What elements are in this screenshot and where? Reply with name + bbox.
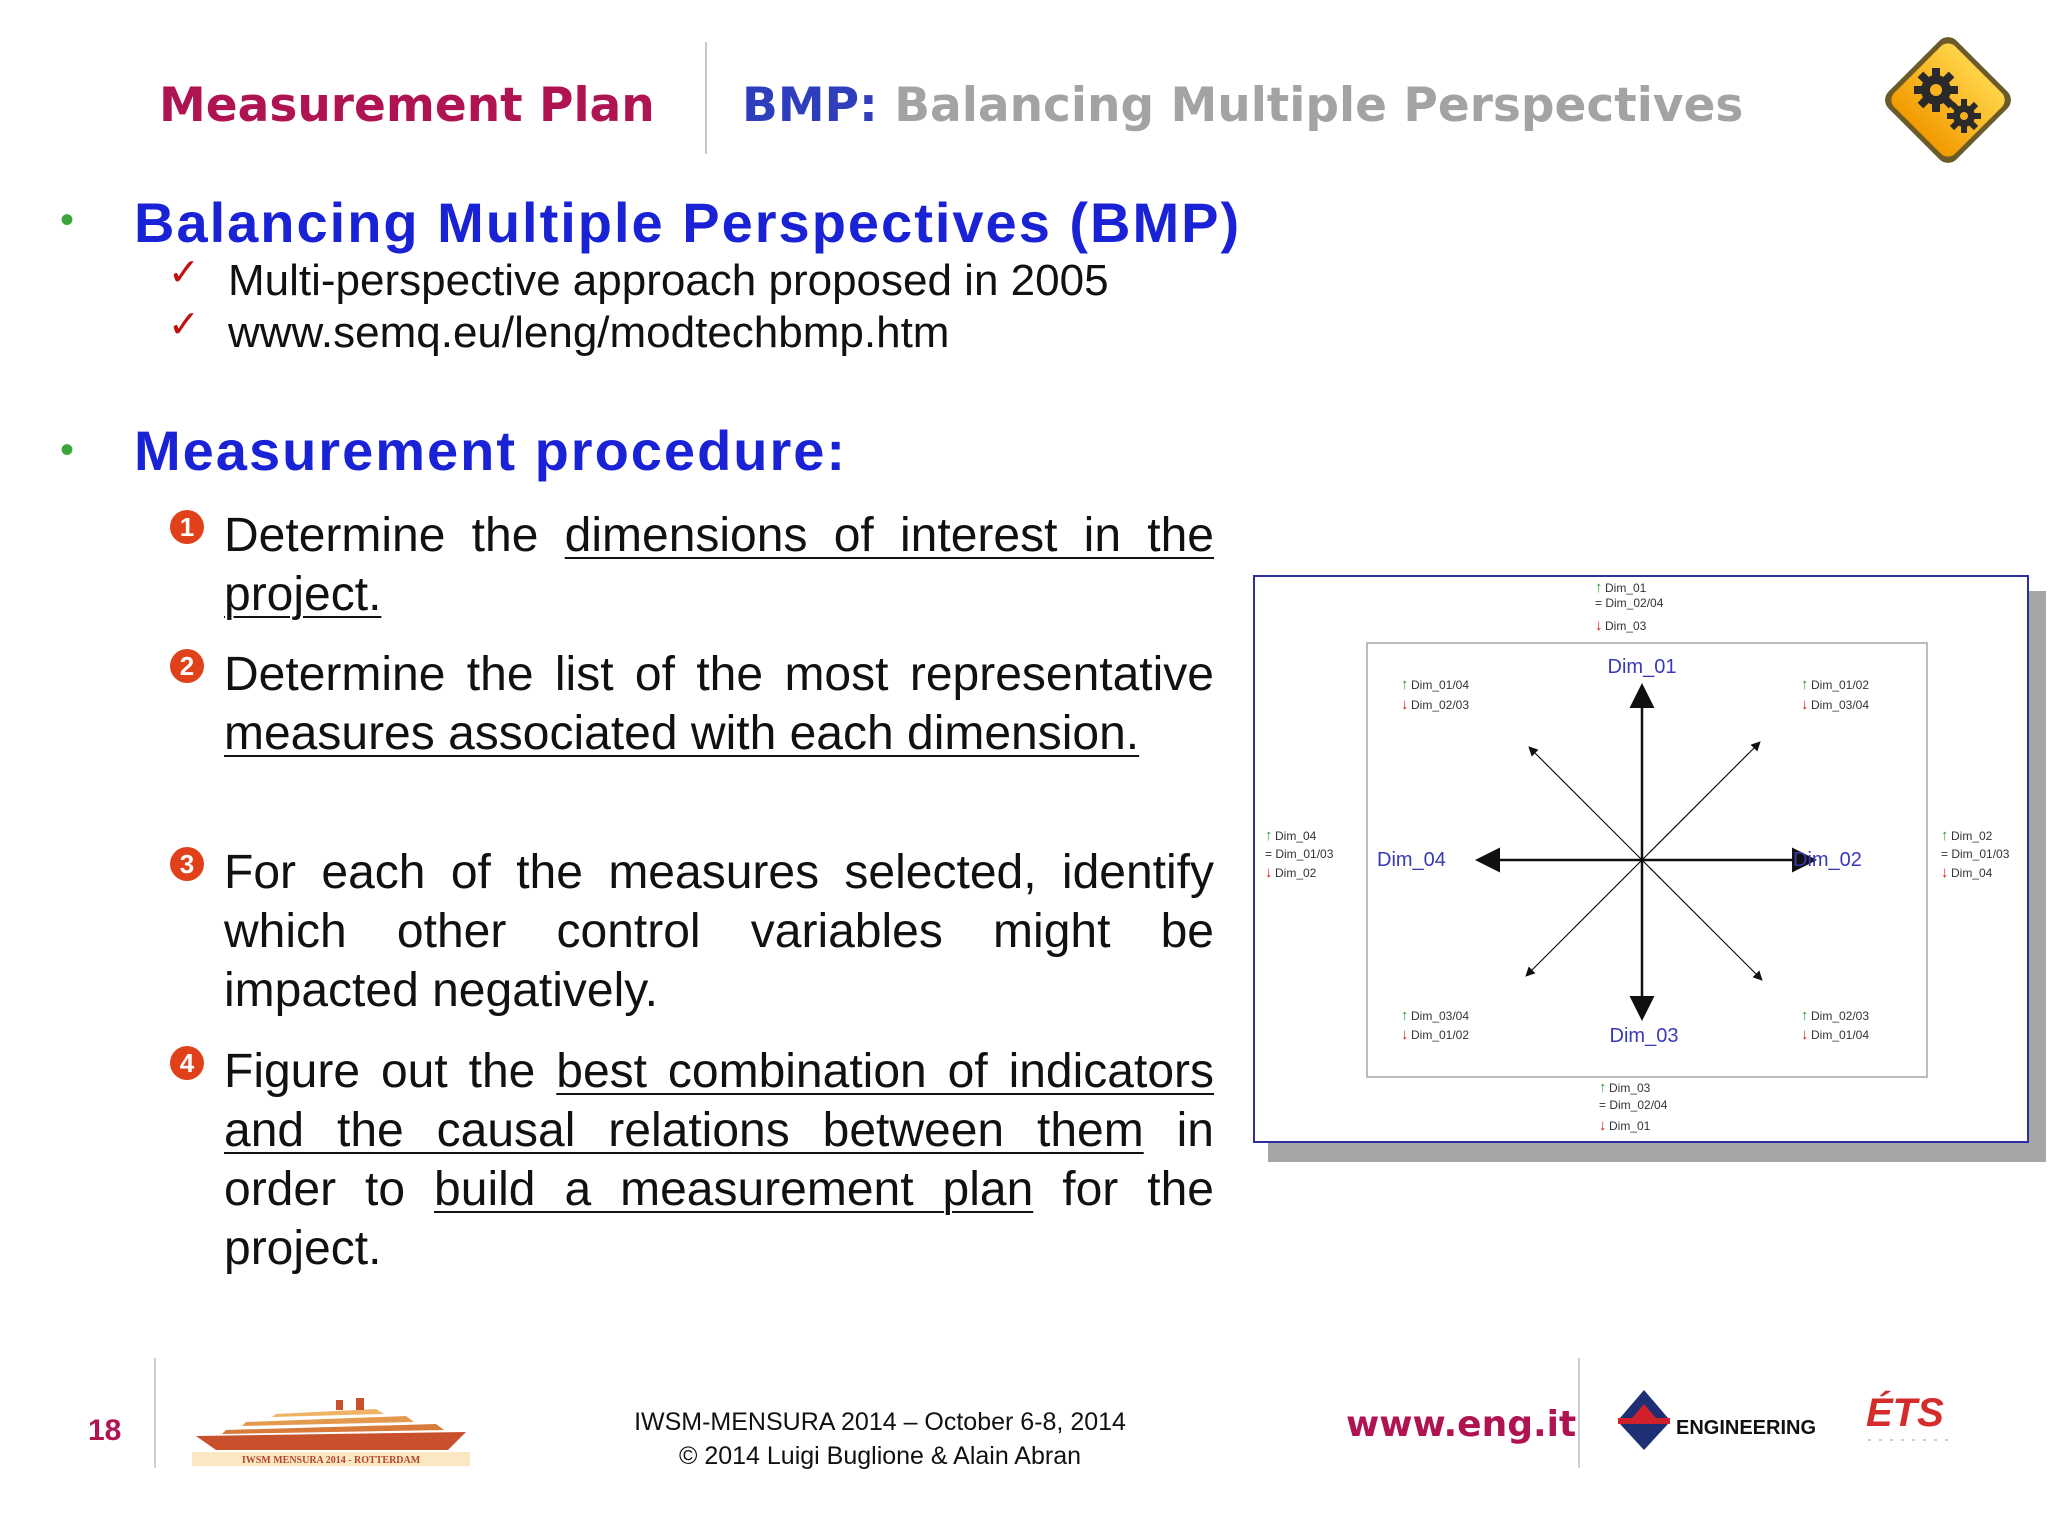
- svg-text:Dim_02: Dim_02: [1275, 866, 1317, 880]
- right-note: [1941, 827, 2010, 881]
- ets-logo: [1862, 1388, 1962, 1448]
- svg-text:Dim_01: Dim_01: [1605, 581, 1647, 595]
- footer-divider: [154, 1358, 156, 1468]
- slide-title-acronym: BMP: [742, 78, 860, 133]
- down-arrow-icon: ↓: [1801, 696, 1809, 713]
- up-arrow-icon: ↑: [1265, 827, 1273, 844]
- bottom-note: [1599, 1079, 1668, 1134]
- slide-title-text: Balancing Multiple Perspectives: [877, 78, 1744, 133]
- svg-text:= Dim_02/04: = Dim_02/04: [1599, 1098, 1668, 1112]
- svg-text:Dim_01: Dim_01: [1609, 1119, 1651, 1133]
- down-arrow-icon: ↓: [1941, 864, 1949, 881]
- step-text: Determine the list of the most representative measures associated with each dimension.: [224, 648, 1214, 760]
- up-arrow-icon: ↑: [1941, 827, 1949, 844]
- checkmark-icon: ✓: [168, 252, 200, 294]
- svg-text:= Dim_02/04: = Dim_02/04: [1595, 596, 1664, 610]
- svg-text:Dim_04: Dim_04: [1951, 866, 1993, 880]
- svg-text:Dim_02: Dim_02: [1951, 829, 1993, 843]
- slide-title: [742, 78, 1743, 133]
- bmp-item-url: www.semq.eu/leng/modtechbmp.htm: [228, 308, 950, 357]
- page-number: 18: [88, 1414, 122, 1447]
- axis-label-right: Dim_02: [1793, 849, 1862, 871]
- conference-line: IWSM-MENSURA 2014 – October 6-8, 2014: [634, 1408, 1126, 1436]
- down-arrow-icon: ↓: [1599, 1117, 1607, 1134]
- axis-label-bottom: Dim_03: [1609, 1025, 1679, 1047]
- footer-divider: [1578, 1358, 1580, 1468]
- down-arrow-icon: ↓: [1401, 696, 1409, 713]
- bmp-diagram: [1253, 575, 2029, 1143]
- svg-text:Dim_01/04: Dim_01/04: [1811, 1028, 1870, 1042]
- svg-text:= Dim_01/03: = Dim_01/03: [1941, 847, 2010, 861]
- svg-text:Dim_03: Dim_03: [1605, 619, 1647, 633]
- svg-text:Dim_03/04: Dim_03/04: [1411, 1009, 1470, 1023]
- step-text: Figure out the best combination of indicators and the causal relations between them in order to build a measurement plan for the project.: [224, 1045, 1215, 1275]
- up-arrow-icon: ↑: [1801, 1007, 1809, 1024]
- svg-text:Dim_01/02: Dim_01/02: [1811, 678, 1870, 692]
- step-text: For each of the measures selected, identify which other control variables might be impacted negatively.: [224, 846, 1214, 1017]
- svg-text:Dim_03: Dim_03: [1609, 1081, 1651, 1095]
- section-heading-procedure: Measurement procedure:: [134, 419, 848, 482]
- ship-logo: [186, 1384, 476, 1468]
- ship-logo-caption: IWSM MENSURA 2014 - ROTTERDAM: [241, 1455, 421, 1466]
- step-number-badge: 4: [170, 1046, 204, 1080]
- svg-text:Dim_02/03: Dim_02/03: [1811, 1009, 1870, 1023]
- down-arrow-icon: ↓: [1265, 864, 1273, 881]
- bullet-marker: •: [60, 428, 75, 472]
- gears-warning-icon: [1878, 30, 2018, 170]
- top-note: [1595, 579, 1664, 634]
- step-number-badge: 2: [170, 649, 204, 683]
- bullet-marker: •: [60, 198, 75, 242]
- engineering-logo-text: ENGINEERING: [1676, 1417, 1817, 1439]
- slide-section-title: Measurement Plan: [159, 78, 655, 133]
- section-heading-bmp: Balancing Multiple Perspectives (BMP): [134, 191, 1242, 254]
- svg-text:Dim_04: Dim_04: [1275, 829, 1317, 843]
- engineering-logo: [1612, 1384, 1832, 1454]
- copyright-line: © 2014 Luigi Buglione & Alain Abran: [678, 1442, 1082, 1470]
- step-number-badge: 3: [170, 847, 204, 881]
- up-arrow-icon: ↑: [1801, 676, 1809, 693]
- header-divider: [705, 42, 707, 154]
- down-arrow-icon: ↓: [1801, 1026, 1809, 1043]
- svg-text:Dim_02/03: Dim_02/03: [1411, 698, 1470, 712]
- bmp-diagram-canvas: [1255, 577, 2027, 1141]
- svg-text:= Dim_01/03: = Dim_01/03: [1265, 847, 1334, 861]
- axis-label-top: Dim_01: [1607, 656, 1677, 678]
- step-number-badge: 1: [170, 510, 204, 544]
- bmp-item-approach: Multi-perspective approach proposed in 2005: [228, 256, 1109, 305]
- svg-text:Dim_03/04: Dim_03/04: [1811, 698, 1870, 712]
- company-website-link[interactable]: www.eng.it: [1346, 1404, 1577, 1445]
- down-arrow-icon: ↓: [1595, 617, 1603, 634]
- slide-title-colon: :: [859, 78, 878, 133]
- up-arrow-icon: ↑: [1595, 579, 1603, 596]
- down-arrow-icon: ↓: [1401, 1026, 1409, 1043]
- axis-label-left: Dim_04: [1377, 849, 1446, 871]
- svg-text:Dim_01/04: Dim_01/04: [1411, 678, 1470, 692]
- left-note: [1265, 827, 1334, 881]
- ets-logo-text: ÉTS: [1866, 1391, 1944, 1435]
- up-arrow-icon: ↑: [1401, 676, 1409, 693]
- checkmark-icon: ✓: [168, 304, 200, 346]
- svg-text:Dim_01/02: Dim_01/02: [1411, 1028, 1470, 1042]
- up-arrow-icon: ↑: [1401, 1007, 1409, 1024]
- up-arrow-icon: ↑: [1599, 1079, 1607, 1096]
- step-text: Determine the dimensions of interest in the project.: [224, 509, 1214, 621]
